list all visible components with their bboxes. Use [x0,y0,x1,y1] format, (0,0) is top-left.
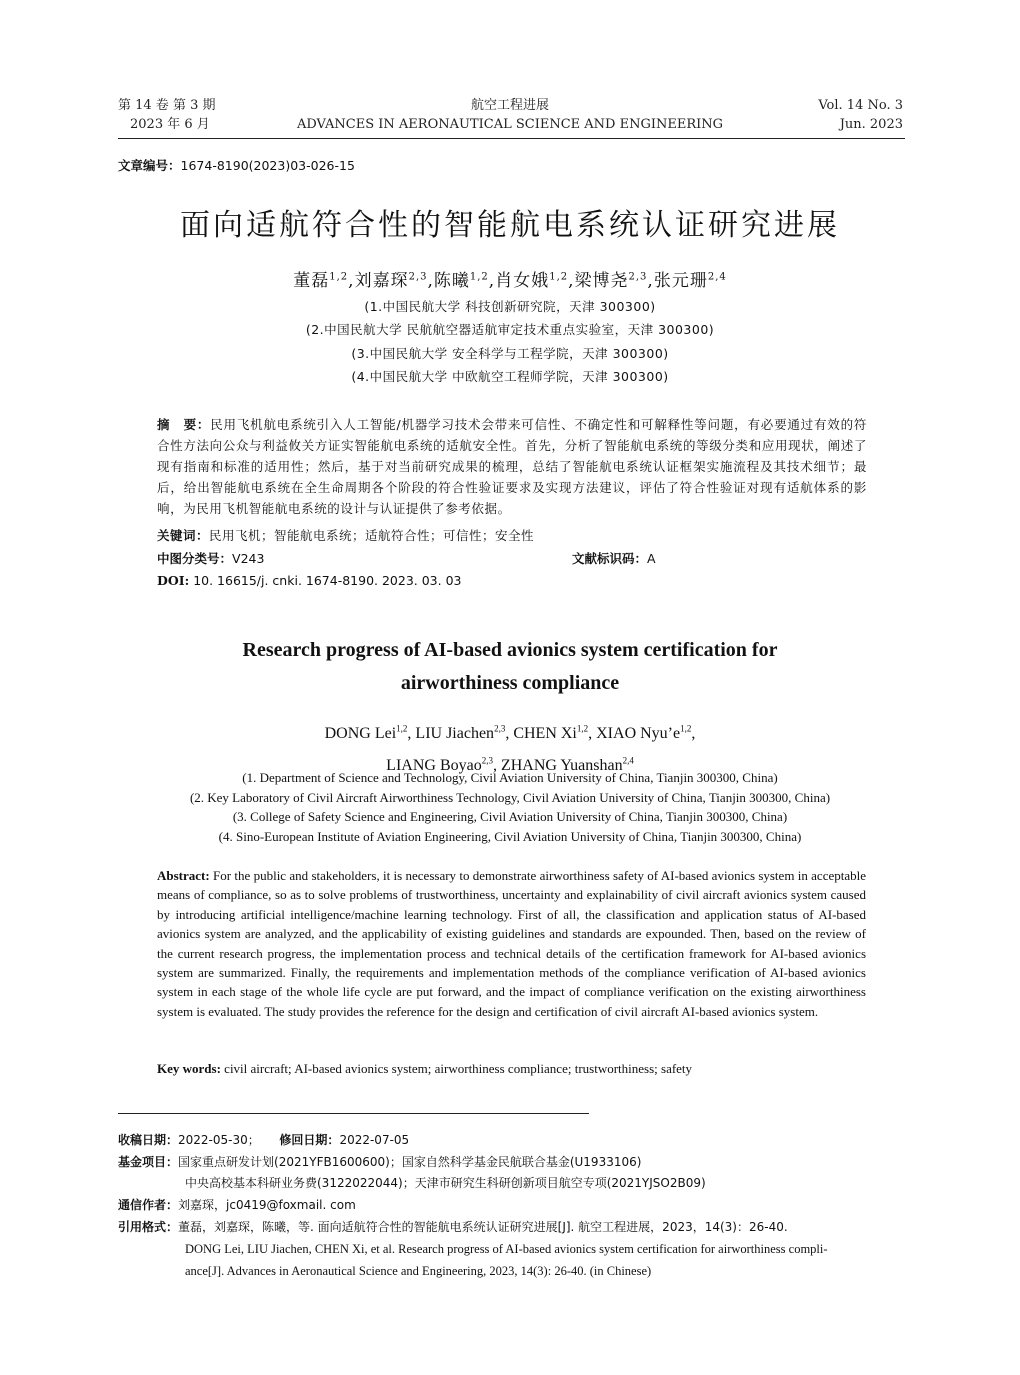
header-volume-issue-en: Vol. 14 No. 3 [818,98,903,113]
corresponding-label: 通信作者： [118,1198,179,1212]
author-en: LIU Jiachen$^{2,3}$, [415,724,514,743]
keywords-en [157,1061,692,1077]
authors-en-line-1 [0,716,1020,747]
corresponding-author [118,1196,356,1214]
author-cn: 董磊$^{1,2}$, [293,271,355,291]
doi [157,573,462,588]
document-code-label: 文献标识码： [572,551,648,566]
title-en-line-2: airworthiness compliance [400,672,620,694]
header-journal-en: ADVANCES IN AERONAUTICAL SCIENCE AND ENGINEERING [296,117,724,132]
citation [118,1218,788,1236]
title-en [0,634,1020,700]
clc-number [157,549,264,567]
affiliation-cn-4: (4.中国民航大学 中欧航空工程师学院，天津 300300) [351,369,669,384]
author-en: LIANG Boyao$^{2,3}$, [386,755,501,774]
revised-value: 2022-07-05 [339,1133,410,1147]
header-right [818,96,903,134]
affiliation-cn-2: (2.中国民航大学 民航航空器适航审定技术重点实验室，天津 300300) [305,322,715,337]
article-number-label: 文章编号： [118,158,181,173]
title-cn: 面向适航符合性的智能航电系统认证研究进展 [180,208,840,243]
doi-value: 10. 16615/j. cnki. 1674-8190. 2023. 03. 03 [193,573,462,588]
received-value: 2022-05-30； [178,1133,260,1147]
header-left [118,96,215,134]
author-en: CHEN Xi$^{1,2}$, [513,724,597,743]
affiliation-en-4: (4. Sino-European Institute of Aviation Engineering, Civil Aviation University of China, Tianjin 300300, China) [218,829,802,844]
title-en-line-1: Research progress of AI-based avionics system certification for [242,639,778,661]
fund-line-2: 中央高校基本科研业务费(3122022044)；天津市研究生科研创新项目航空专项(2021YJSO2B09) [185,1176,706,1190]
authors-cn [0,266,1020,291]
citation-line-3: ance[J]. Advances in Aeronautical Science and Engineering, 2023, 14(3): 26-40. (in Chinese) [185,1264,652,1278]
header-date-en: Jun. 2023 [839,117,903,132]
abstract-en [157,866,866,1021]
abstract-cn [157,414,867,519]
affiliation-cn-1: (1.中国民航大学 科技创新研究院，天津 300300) [364,299,656,314]
abstract-en-text: For the public and stakeholders, it is necessary to demonstrate airworthiness safety of AI-based avionics system in acceptable means of compliance, so as to solve problems of trustworthiness, uncertainty and explainability of civil aircraft avionics system caused by introducing artificial intelligence/machine learning technology. First of all, the classification and application status of AI-based avionics system are analyzed, and the applicability of existing guidelines and standards are expounded. Then, based on the review of the current research progress, the implementation process and technical details of the certification framework for AI-based avionics system are summarized. Finally, the requirements and implementation methods of the compliance verification of AI-based avionics system in each stage of the whole life cycle are put forward, and the impact of compliance verification on the existing airworthiness system is evaluated. The study provides the reference for the design and certification of civil aircraft AI-based avionics system. [157,868,867,1019]
document-code [572,549,656,567]
keywords-cn [157,526,534,544]
affiliation-en-3: (3. College of Safety Science and Engineering, Civil Aviation University of China, Tianjin 300300, China) [232,809,788,824]
received-date [118,1131,409,1149]
header-journal-cn: 航空工程进展 [470,98,549,113]
header-date-cn: 2023 年 6 月 [130,117,210,132]
keywords-cn-value: 民用飞机；智能航电系统；适航符合性；可信性；安全性 [209,528,535,543]
keywords-cn-label: 关键词： [157,528,210,543]
fund-line-1: 国家重点研发计划(2021YFB1600600)；国家自然科学基金民航联合基金(U1933106) [178,1155,642,1169]
header-volume-issue-cn: 第 14 卷 第 3 期 [118,98,216,113]
keywords-en-label: Key words: [157,1061,221,1076]
citation-line-2: DONG Lei, LIU Jiachen, CHEN Xi, et al. Research progress of AI-based avionics system certification for airworthiness compli- [185,1242,828,1256]
keywords-en-value: civil aircraft; AI-based avionics system; airworthiness compliance; trustworthiness; safety [224,1061,693,1076]
footnote-rule [118,1113,589,1114]
fund-label: 基金项目： [118,1155,179,1169]
document-code-value: A [647,551,656,566]
header-rule [118,138,905,139]
abstract-cn-label: 摘 要： [157,417,211,432]
abstract-cn-text: 民用飞机航电系统引入人工智能/机器学习技术会带来可信性、不确定性和可解释性等问题，有必要通过有效的符合性方法向公众与利益攸关方证实智能航电系统的适航安全性。首先，分析了智能航电系统的等级分类和应用现状，阐述了现有指南和标准的适用性；然后，基于对当前研究成果的梳理，总结了智能航电系统认证框架实施流程及其技术细节；最后，给出智能航电系统在全生命周期各个阶段的符合性验证要求及实现方法建议，评估了符合性验证对现有适航体系的影响，为民用飞机智能航电系统的设计与认证提供了参考依据。 [157,417,868,516]
clc-value: V243 [232,551,265,566]
affiliation-cn-3: (3.中国民航大学 安全科学与工程学院，天津 300300) [351,346,669,361]
abstract-en-label: Abstract: [157,868,210,883]
revised-label: 修回日期： [279,1133,340,1147]
corresponding-value: 刘嘉琛，jc0419@foxmail. com [178,1198,356,1212]
citation-label: 引用格式： [118,1220,179,1234]
author-en: DONG Lei$^{1,2}$, [324,724,416,743]
article-number-value: 1674-8190(2023)03-026-15 [180,158,355,173]
doi-label: DOI: [157,573,190,588]
article-number [118,156,355,174]
affiliation-en-2: (2. Key Laboratory of Civil Aircraft Airworthiness Technology, Civil Aviation University of China, Tianjin 300300, China) [189,790,831,805]
header-center [260,96,760,134]
author-cn: 梁博尧$^{2,3}$, [574,271,654,291]
clc-label: 中图分类号： [157,551,233,566]
affiliation-en-1: (1. Department of Science and Technology, Civil Aviation University of China, Tianjin 300300, China) [242,770,778,785]
author-cn: 张元珊$^{2,4}$ [653,271,727,291]
author-en: ZHANG Yuanshan$^{2,4}$ [500,755,634,774]
received-label: 收稿日期： [118,1133,179,1147]
citation-line-1: 董磊，刘嘉琛，陈曦，等. 面向适航符合性的智能航电系统认证研究进展[J]. 航空工程进展，2023，14(3)：26-40. [178,1220,788,1234]
author-en: XIAO $Nyu’e^{1,2}$, [596,724,696,743]
fund-projects [118,1153,641,1171]
author-cn: 陈曦$^{1,2}$, [433,271,496,291]
author-cn: 刘嘉琛$^{2,3}$, [354,271,434,291]
author-cn: 肖女娥$^{1,2}$, [495,271,575,291]
